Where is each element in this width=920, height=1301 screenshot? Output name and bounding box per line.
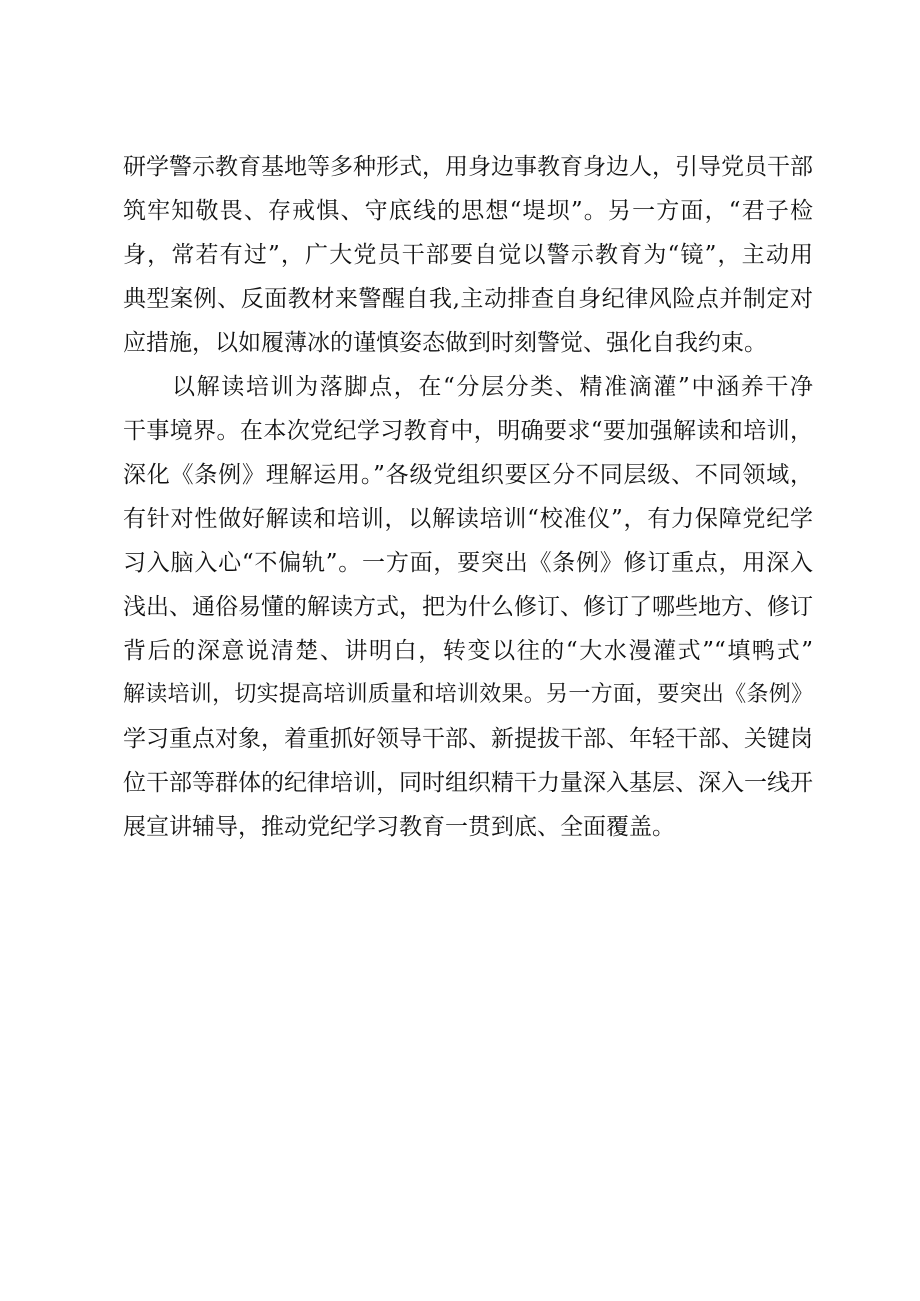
text-line: 深化《条例》理解运用。”各级党组织要区分不同层级、不同领域，	[123, 462, 813, 488]
text-line: 习入脑入心“不偏轨”。一方面，要突出《条例》修订重点，用深入	[123, 550, 813, 576]
text-line: 以解读培训为落脚点，在“分层分类、精准滴灌”中涵养干净	[172, 374, 813, 400]
text-line: 研学警示教育基地等多种形式，用身边事教育身边人，引导党员干部	[123, 154, 813, 180]
text-line: 位干部等群体的纪律培训，同时组织精干力量深入基层、深入一线开	[123, 770, 813, 796]
text-line: 展宣讲辅导，推动党纪学习教育一贯到底、全面覆盖。	[123, 814, 675, 840]
text-line: 背后的深意说清楚、讲明白，转变以往的“大水漫灌式”“填鸭式”	[123, 638, 813, 664]
text-line: 身，常若有过”，广大党员干部要自觉以警示教育为“镜”，主动用	[123, 242, 813, 268]
text-line: 应措施，以如履薄冰的谨慎姿态做到时刻警觉、强化自我约束。	[123, 330, 767, 356]
text-line: 干事境界。在本次党纪学习教育中，明确要求“要加强解读和培训，	[123, 418, 813, 444]
text-line: 解读培训，切实提高培训质量和培训效果。另一方面，要突出《条例》	[123, 682, 813, 707]
text-line: 典型案例、反面教材来警醒自我,主动排查自身纪律风险点并制定对	[123, 286, 813, 312]
text-line: 学习重点对象，着重抓好领导干部、新提拔干部、年轻干部、关键岗	[123, 726, 813, 752]
text-line: 筑牢知敬畏、存戒惧、守底线的思想“堤坝”。另一方面，“君子检	[123, 198, 813, 224]
text-line: 浅出、通俗易懂的解读方式，把为什么修订、修订了哪些地方、修订	[123, 594, 813, 620]
text-line: 有针对性做好解读和培训，以解读培训“校准仪”，有力保障党纪学	[123, 506, 813, 532]
